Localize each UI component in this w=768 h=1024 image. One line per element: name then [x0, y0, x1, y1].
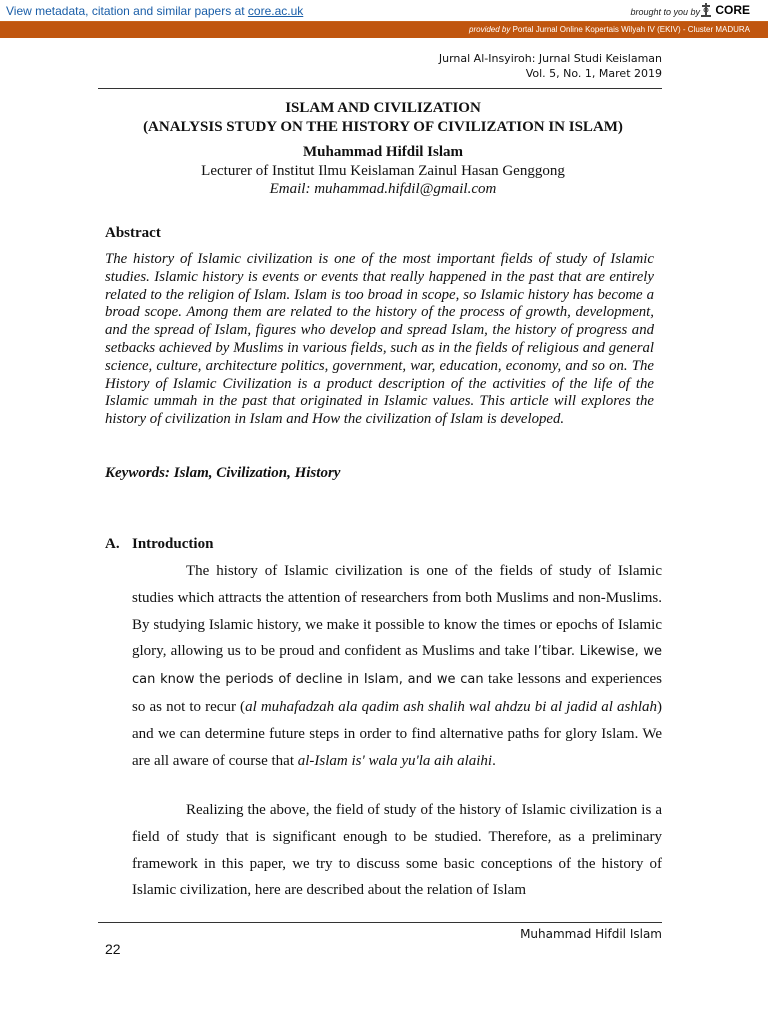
- author-email: Email: muhammad.hifdil@gmail.com: [269, 181, 497, 197]
- core-logo-icon: [700, 2, 712, 18]
- abstract-text: The history of Islamic civilization is one of the most important fields of study of Islamic studies. Islamic history is events or events that really happened in the past that are entirely related to the religion of Islam. Islam is too broad in scope, so Islamic history has become a broad scope. Among them are related to the history of the process of growth, development, and the spread of Islam, figures who develop and spread Islam, the history of progress and setbacks achieved by Muslims in various fields, such as in the fields of religious and general science, culture, architecture politics, government, war, education, economy, and so on. The History of Islamic Civilization is a product description of the activities of the life of the Islamic ummah in the past that originated in Islamic values. This article will explores the history of civilization in Islam and How the civilization of Islam is developed.: [105, 251, 654, 428]
- author-name: Muhammad Hifdil Islam: [302, 144, 464, 160]
- paper-title-line1: ISLAM AND CIVILIZATION: [285, 100, 481, 116]
- p1-italic-phrase-1: al muhafadzah ala qadim ash shalih wal ahdzu bi al jadid al ashlah: [245, 698, 657, 715]
- core-metadata-text: [6, 4, 303, 18]
- page-number: 22: [105, 941, 121, 957]
- journal-name: Jurnal Al-Insyiroh: Jurnal Studi Keislaman: [438, 52, 662, 65]
- p1-text-b: I’tibar. Likewise, we can know the periods of decline in Islam, and we can: [132, 644, 663, 688]
- brought-by-text: brought to you by: [630, 7, 700, 17]
- footer-author: Muhammad Hifdil Islam: [520, 927, 662, 941]
- section-heading-introduction: [105, 536, 213, 553]
- intro-paragraph-1: [132, 558, 662, 774]
- core-logo-text: CORE: [715, 3, 750, 17]
- core-logo[interactable]: [700, 2, 750, 18]
- p1-italic-phrase-2: al-Islam is' wala yu'la aih alaihi: [297, 752, 493, 769]
- core-metadata-label: View metadata, citation and similar papers at: [6, 4, 248, 18]
- provider-text: [469, 25, 750, 34]
- intro-paragraph-2: [132, 797, 662, 904]
- paper-title-line2: (ANALYSIS STUDY ON THE HISTORY OF CIVILIZATION IN ISLAM): [143, 119, 623, 135]
- abstract-heading: Abstract: [105, 225, 161, 241]
- p1-text-e: .: [492, 752, 496, 769]
- provided-by-label: provided by: [469, 25, 511, 34]
- journal-issue: Vol. 5, No. 1, Maret 2019: [525, 67, 662, 80]
- provider-name[interactable]: Portal Jurnal Online Kopertais Wilyah IV (EKIV) - Cluster MADURA: [512, 25, 750, 34]
- section-number: A.: [105, 536, 120, 552]
- core-link[interactable]: core.ac.uk: [247, 4, 304, 18]
- core-banner: [0, 0, 768, 22]
- p1-text-c: take lessons and experiences so as not to recur (: [132, 671, 662, 715]
- footer-rule: [98, 922, 662, 923]
- p2-text: Realizing the above, the field of study of the history of Islamic civilization is a field of study that is significant enough to be studied. Therefore, as a preliminary framework in this paper, we try to discuss some basic conceptions of the history of Islamic civilization, here are described about the relation of Islam: [132, 802, 662, 899]
- header-rule: [98, 88, 662, 89]
- section-title: Introduction: [132, 536, 214, 552]
- p1-text-a: The history of Islamic civilization is one of the fields of study of Islamic studies which attracts the attention of researchers from both Muslims and non-Muslims. By studying Islamic history, we make it possible to know the times or epochs of Islamic glory, allowing us to be proud and confident as Muslims and take: [132, 563, 662, 660]
- title-block: [98, 99, 668, 198]
- core-provider-bar: [0, 22, 768, 38]
- journal-header: [439, 51, 662, 81]
- keywords: Keywords: Islam, Civilization, History: [105, 465, 341, 481]
- author-affiliation: Lecturer of Institut Ilmu Keislaman Zainul Hasan Genggong: [201, 163, 565, 179]
- p1-text-d: ) and we can determine future steps in order to find alternative paths for glory Islam. We are all aware of course that: [132, 698, 662, 769]
